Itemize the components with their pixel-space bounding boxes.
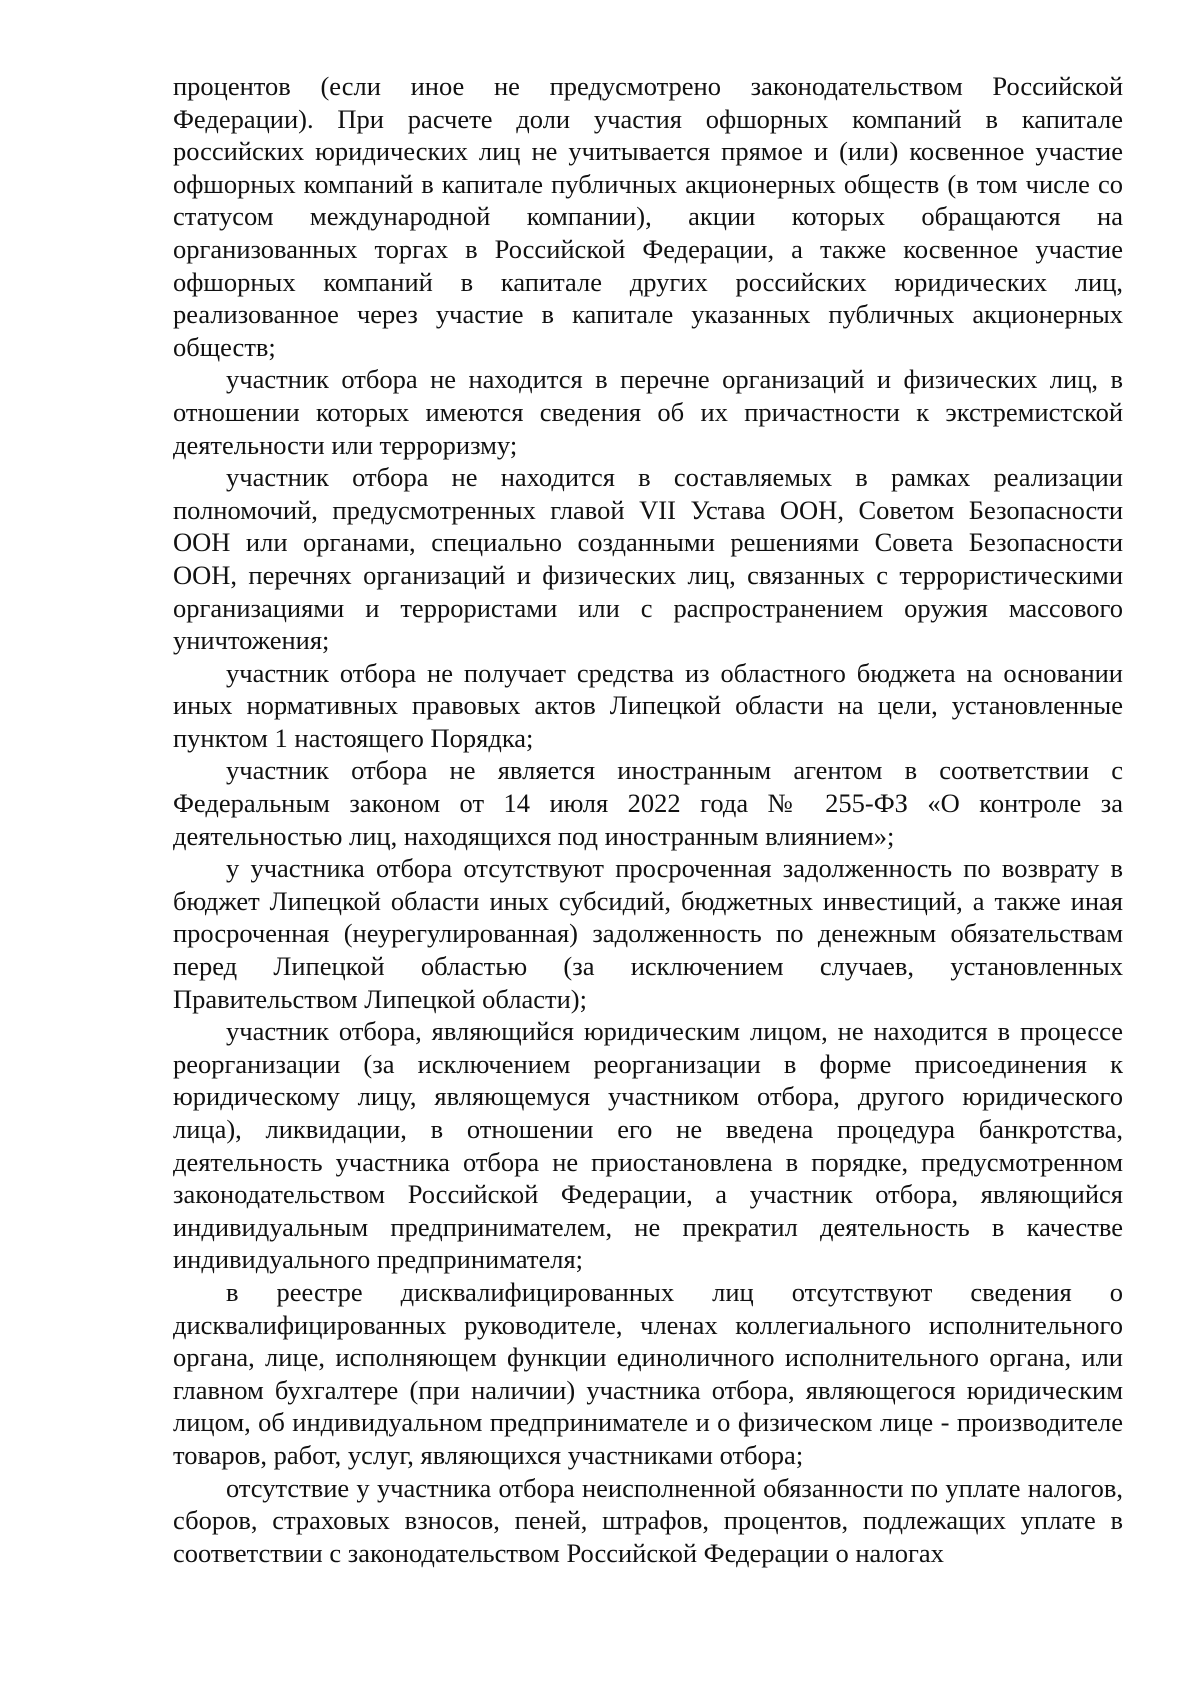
paragraph-offshore-participation: процентов (если иное не предусмотрено законодательством Российской Федерации). При расчете доли участия офшорных компаний в капитале российских юридических лиц не учитывается прямое и (или) косвенное участие офшорных компаний в капитале публичных акционерных обществ (в том числе со статусом международной компании), акции которых обращаются на организованных торгах в Российской Федерации, а также косвенное участие офшорных компаний в капитале других российских юридических лиц, реализованное через участие в капитале указанных публичных акционерных обществ; <box>173 71 1123 362</box>
paragraph-overdue-debt: у участника отбора отсутствуют просроченная задолженность по возврату в бюджет Липецкой области иных субсидий, бюджетных инвестиций, а также иная просроченная (неурегулированная) задолженность по денежным обязательствам перед Липецкой областью (за исключением случаев, установленных Правительством Липецкой области); <box>173 853 1123 1014</box>
paragraph-extremism-list: участник отбора не находится в перечне организаций и физических лиц, в отношении которых имеются сведения об их причастности к экстремистской деятельности или терроризму; <box>173 364 1123 460</box>
paragraph-reorganization-liquidation: участник отбора, являющийся юридическим лицом, не находится в процессе реорганизации (за исключением реорганизации в форме присоединения к юридическому лицу, являющемуся участником отбора, другого юридического лица), ликвидации, в отношении его не введена процедура банкротства, деятельность участника отбора не приостановлена в порядке, предусмотренном законодательством Российской Федерации, а участник отбора, являющийся индивидуальным предпринимателем, не прекратил деятельность в качестве индивидуального предпринимателя; <box>173 1016 1123 1275</box>
paragraph-un-security-council-lists: участник отбора не находится в составляемых в рамках реализации полномочий, предусмотренных главой VII Устава ООН, Советом Безопасности ООН или органами, специально созданными решениями Совета Безопасности ООН, перечнях организаций и физических лиц, связанных с террористическими организациями и террористами или с распространением оружия массового уничтожения; <box>173 462 1123 656</box>
paragraph-foreign-agent: участник отбора не является иностранным агентом в соответствии с Федеральным законом от 14 июля 2022 года № 255-ФЗ «О контроле за деятельностью лиц, находящихся под иностранным влиянием»; <box>173 755 1123 851</box>
paragraph-disqualified-persons: в реестре дисквалифицированных лиц отсутствуют сведения о дисквалифицированных руководителе, членах коллегиального исполнительного органа, лице, исполняющем функции единоличного исполнительного органа, или главном бухгалтере (при наличии) участника отбора, являющегося юридическим лицом, об индивидуальном предпринимателе и о физическом лице - производителе товаров, работ, услуг, являющихся участниками отбора; <box>173 1276 1123 1470</box>
paragraph-tax-obligations: отсутствие у участника отбора неисполненной обязанности по уплате налогов, сборов, страховых взносов, пеней, штрафов, процентов, подлежащих уплате в соответствии с законодательством Российской Федерации о налогах <box>173 1472 1123 1568</box>
paragraph-regional-budget-funds: участник отбора не получает средства из областного бюджета на основании иных нормативных правовых актов Липецкой области на цели, установленные пунктом 1 настоящего Порядка; <box>173 657 1123 753</box>
document-page <box>173 70 1123 1569</box>
